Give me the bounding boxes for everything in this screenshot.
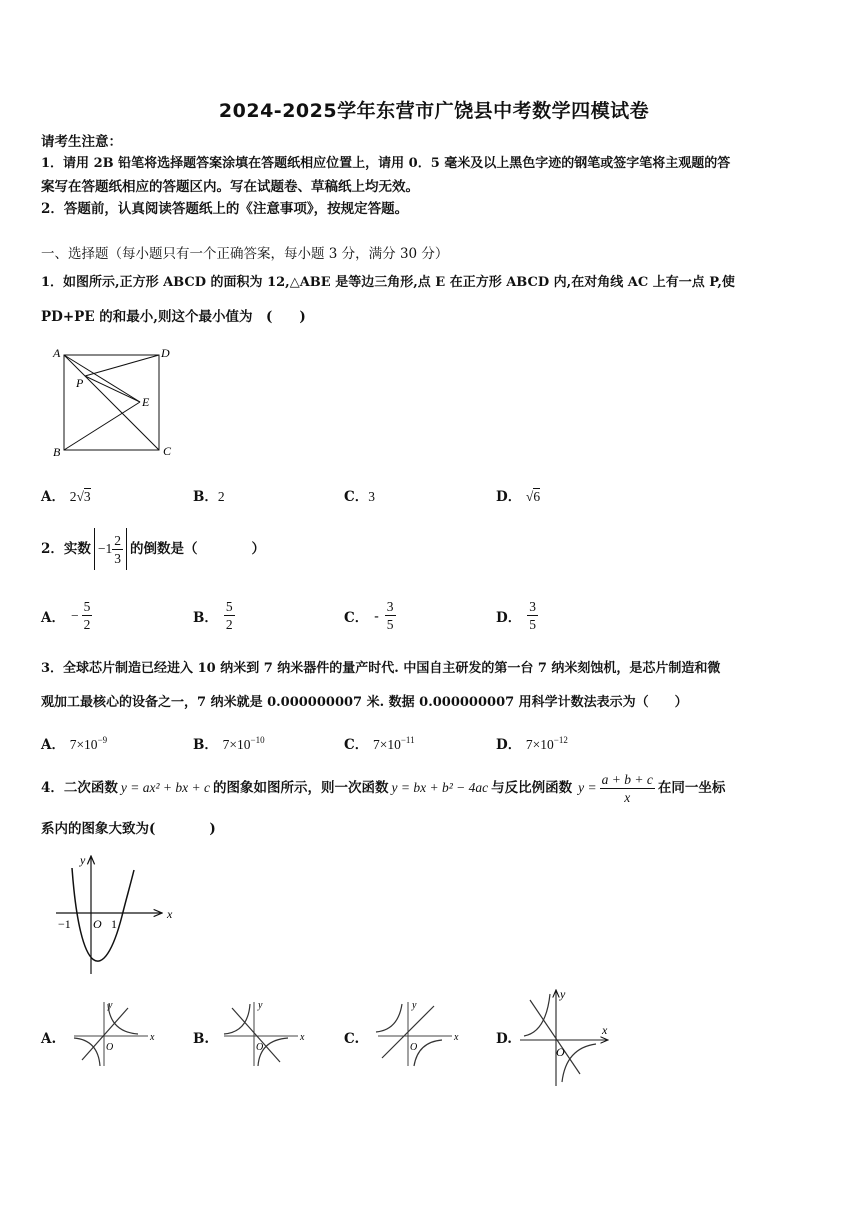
segment-pe (85, 376, 140, 402)
label-e: E (142, 395, 150, 409)
q4-option-a-label[interactable]: A. (41, 1031, 57, 1047)
q3-option-d[interactable] (496, 733, 568, 753)
q1-line-1: 1．如图所示,正方形 ABCD 的面积为 12,△ABE 是等边三角形,点 E 在正方形 ABCD 内,在对角线 AC 上有一点 P,使 (41, 275, 735, 290)
y-label: y (560, 987, 566, 1001)
q1-option-c[interactable] (344, 485, 375, 505)
origin-label: O (256, 1042, 264, 1053)
q1-option-a[interactable] (41, 485, 91, 505)
q4-mid2: 与反比例函数 (491, 780, 573, 796)
notice-line-1b: 案写在答题纸相应的答题区内。写在试题卷、草稿纸上均无效。 (41, 179, 419, 195)
hyperbola-branch-2 (414, 1040, 442, 1066)
label-p: P (76, 376, 84, 390)
label-b: B (53, 445, 61, 459)
q4-parabola-graph (52, 848, 182, 978)
section-heading: 一、选择题（每小题只有一个正确答案，每小题 3 分，满分 30 分） (41, 246, 449, 262)
sign: − (70, 607, 79, 623)
tick-label-neg1: −1 (58, 917, 71, 931)
sqrt-sign-icon: √ (525, 489, 534, 504)
sci-exponent: −9 (97, 735, 108, 745)
q1-option-b[interactable] (193, 485, 225, 505)
q4-option-c-graph[interactable] (372, 996, 462, 1068)
quadratic-expression: y = ax² + bx + c (120, 780, 211, 795)
q2-option-d[interactable] (496, 598, 538, 633)
sqrt-sign-icon: √ (76, 489, 84, 504)
q1-option-d[interactable] (496, 485, 540, 505)
notice-heading: 请考生注意： (41, 134, 122, 150)
q3-option-c[interactable] (344, 733, 415, 753)
option-label: B． (193, 489, 218, 505)
numerator: 3 (529, 599, 536, 614)
option-value: 2 (217, 489, 225, 504)
option-fraction (224, 598, 235, 633)
reciprocal-fraction (600, 771, 655, 806)
option-label: A． (41, 489, 65, 505)
q4-option-b-graph[interactable] (218, 996, 308, 1068)
q1-square-figure (50, 343, 180, 461)
numerator: 3 (386, 599, 394, 614)
q3-line-2: 观加工最核心的设备之一，7 纳米就是 0.000000007 米. 数据 0.000000007 用科学计数法表示为（ ） (41, 695, 688, 710)
q4-line-2: 系内的图象大致为( ) (41, 821, 216, 837)
numerator: 5 (225, 599, 233, 614)
origin-label: O (556, 1045, 565, 1059)
y-axis-label: y (80, 853, 86, 867)
sci-base: 7×10 (372, 737, 401, 752)
origin-label: O (410, 1042, 418, 1053)
x-label: x (454, 1032, 459, 1043)
option-label: C． (344, 737, 369, 753)
segment-be (64, 402, 140, 450)
segment-pd (85, 355, 159, 376)
x-label: x (150, 1032, 155, 1043)
q3-line-1: 3．全球芯片制造已经进入 10 纳米到 7 纳米器件的量产时代. 中国自主研发的第一台 7 纳米刻蚀机，是芯片制造和微 (41, 661, 721, 676)
sign: - (374, 607, 379, 623)
q4-option-a-graph[interactable] (68, 996, 158, 1068)
hyperbola-branch-1 (108, 1004, 138, 1034)
label-c: C (163, 444, 172, 458)
radicand: 6 (533, 489, 541, 504)
option-fraction (527, 598, 538, 633)
x-axis-label: x (167, 907, 173, 921)
q2-suffix: 的倒数是（ ） (130, 541, 266, 557)
hyperbola-branch-2 (562, 1044, 596, 1082)
q3-option-b[interactable] (193, 733, 265, 753)
hyperbola-branch-2 (74, 1038, 100, 1066)
option-label: B． (193, 609, 218, 626)
q4-prefix: 4．二次函数 (41, 780, 118, 796)
hyperbola-branch-1 (224, 1004, 250, 1034)
abs-denominator: 3 (114, 550, 122, 566)
q2-stem (41, 527, 265, 571)
label-a: A (53, 346, 61, 360)
y-label: y (108, 1000, 113, 1011)
radical-coefficient: 2 (69, 489, 77, 504)
abs-integer: −1 (97, 541, 113, 556)
sci-exponent: −10 (250, 735, 265, 745)
x-label: x (602, 1023, 608, 1037)
q1-line-2: PD+PE 的和最小,则这个最小值为 ( ) (41, 309, 306, 325)
option-label: B． (193, 737, 218, 753)
abs-value-expression (94, 528, 127, 570)
abs-numerator: 2 (114, 532, 122, 548)
option-label: A． (41, 737, 65, 753)
linear-line (82, 1008, 128, 1060)
origin-label: O (93, 917, 102, 931)
q4-mid3: 在同一坐标 (657, 780, 726, 796)
reciprocal-numerator: a + b + c (601, 771, 653, 787)
option-value: 3 (368, 489, 375, 504)
label-d: D (161, 346, 170, 360)
q4-line-1 (41, 766, 725, 810)
y-label: y (412, 1000, 417, 1011)
reciprocal-denominator: x (624, 789, 631, 805)
sci-base: 7×10 (525, 737, 554, 752)
option-label: D． (496, 609, 522, 626)
origin-label: O (106, 1042, 114, 1053)
option-label: D． (496, 489, 522, 505)
sci-exponent: −11 (400, 735, 415, 745)
q4-option-b-label[interactable]: B. (193, 1031, 210, 1047)
hyperbola-branch-1 (376, 1004, 402, 1032)
notice-line-1a: 1．请用 2B 铅笔将选择题答案涂填在答题纸相应位置上，请用 0．5 毫米及以上黑色字迹的钢笔或签字笔将主观题的答 (41, 156, 731, 171)
option-label: D． (496, 737, 522, 753)
numerator: 5 (83, 599, 91, 614)
y-label: y (258, 1000, 263, 1011)
linear-line (530, 1000, 580, 1074)
hyperbola-branch-1 (524, 994, 550, 1036)
option-fraction (385, 598, 396, 633)
option-label: C． (344, 609, 369, 626)
abs-fraction (112, 532, 123, 567)
denominator: 2 (83, 617, 91, 632)
notice-line-2: 2．答题前，认真阅读答题纸上的《注意事项》，按规定答题。 (41, 201, 409, 217)
linear-expression: y = bx + b² − 4ac (391, 780, 489, 795)
sci-base: 7×10 (69, 737, 98, 752)
parabola-curve (72, 868, 134, 961)
q4-option-c-label[interactable]: C. (344, 1031, 360, 1047)
denominator: 5 (529, 617, 536, 632)
q4-option-d-label[interactable]: D. (496, 1031, 512, 1047)
option-label: A． (41, 609, 65, 626)
q4-option-d-graph[interactable] (516, 984, 616, 1090)
reciprocal-lhs: y = (578, 780, 597, 795)
sci-base: 7×10 (222, 737, 251, 752)
denominator: 2 (225, 617, 233, 632)
q2-prefix: 2．实数 (41, 541, 91, 557)
option-label: C． (344, 489, 369, 505)
q3-option-a[interactable] (41, 733, 107, 753)
q2-option-c[interactable] (344, 598, 396, 633)
radicand: 3 (83, 489, 91, 504)
q4-mid1: 的图象如图所示，则一次函数 (213, 780, 389, 796)
denominator: 5 (386, 617, 394, 632)
option-fraction (82, 598, 93, 633)
q2-option-b[interactable] (193, 598, 235, 633)
x-label: x (300, 1032, 305, 1043)
sci-exponent: −12 (553, 735, 568, 745)
linear-line (232, 1008, 280, 1062)
page-title: 2024-2025学年东营市广饶县中考数学四模试卷 (218, 100, 650, 122)
q2-option-a[interactable] (41, 598, 92, 633)
tick-label-1: 1 (111, 917, 117, 931)
